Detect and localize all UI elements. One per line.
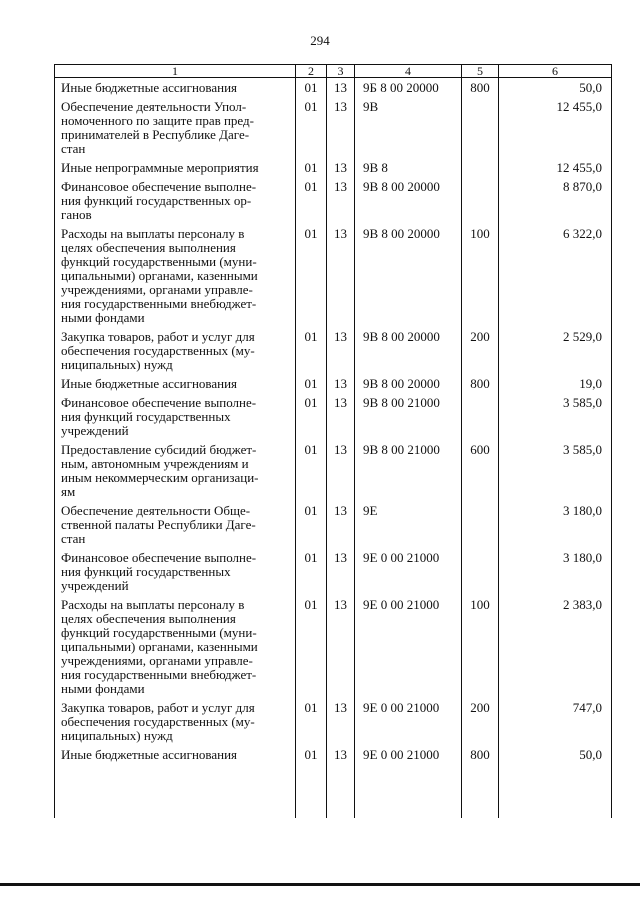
- row-target-code: 9Е 0 00 21000: [355, 696, 462, 743]
- table-row: [55, 222, 612, 325]
- row-subsection: 13: [327, 438, 355, 499]
- row-section: 01: [296, 95, 327, 156]
- empty-cell: [327, 762, 355, 818]
- row-name: Иные бюджетные ассигнования: [55, 372, 296, 391]
- row-subsection: 13: [327, 696, 355, 743]
- column-header-name: 1: [55, 65, 296, 78]
- column-header-amount: 6: [499, 65, 612, 78]
- row-name: Обеспечение деятельности Упол- номоченного по защите прав пред- принимателей в Республике Даге- стан: [55, 95, 296, 156]
- page-number: 294: [310, 33, 330, 48]
- row-subsection: 13: [327, 78, 355, 96]
- row-subsection: 13: [327, 95, 355, 156]
- empty-cell: [355, 762, 462, 818]
- column-header-section: 2: [296, 65, 327, 78]
- table-row: [55, 438, 612, 499]
- row-subsection: 13: [327, 156, 355, 175]
- row-subsection: 13: [327, 743, 355, 762]
- row-expense-type: 800: [462, 743, 499, 762]
- row-target-code: 9В 8 00 20000: [355, 325, 462, 372]
- row-amount: 19,0: [499, 372, 612, 391]
- empty-cell: [499, 762, 612, 818]
- row-section: 01: [296, 499, 327, 546]
- row-amount: 2 529,0: [499, 325, 612, 372]
- row-section: 01: [296, 743, 327, 762]
- table-body: [55, 78, 612, 819]
- row-expense-type: [462, 546, 499, 593]
- row-amount: 2 383,0: [499, 593, 612, 696]
- row-name: Закупка товаров, работ и услуг для обеспечения государственных (му- ниципальных) нужд: [55, 696, 296, 743]
- row-amount: 12 455,0: [499, 95, 612, 156]
- row-expense-type: 100: [462, 593, 499, 696]
- row-name: Закупка товаров, работ и услуг для обеспечения государственных (му- ниципальных) нужд: [55, 325, 296, 372]
- row-target-code: 9В 8: [355, 156, 462, 175]
- row-amount: 12 455,0: [499, 156, 612, 175]
- row-target-code: 9Е 0 00 21000: [355, 546, 462, 593]
- row-expense-type: 800: [462, 372, 499, 391]
- table-row: [55, 78, 612, 96]
- table-row: [55, 499, 612, 546]
- row-name: Иные бюджетные ассигнования: [55, 743, 296, 762]
- row-amount: 3 585,0: [499, 391, 612, 438]
- row-section: 01: [296, 372, 327, 391]
- row-target-code: 9Е 0 00 21000: [355, 593, 462, 696]
- row-amount: 3 585,0: [499, 438, 612, 499]
- row-section: 01: [296, 593, 327, 696]
- row-expense-type: 100: [462, 222, 499, 325]
- row-subsection: 13: [327, 546, 355, 593]
- table-header-row: [55, 65, 612, 78]
- row-section: 01: [296, 156, 327, 175]
- table-row: [55, 372, 612, 391]
- row-subsection: 13: [327, 499, 355, 546]
- row-target-code: 9В: [355, 95, 462, 156]
- table-row: [55, 593, 612, 696]
- row-target-code: 9Е: [355, 499, 462, 546]
- table-row: [55, 156, 612, 175]
- column-header-expense-type: 5: [462, 65, 499, 78]
- row-section: 01: [296, 546, 327, 593]
- row-expense-type: [462, 391, 499, 438]
- row-target-code: 9Б 8 00 20000: [355, 78, 462, 96]
- row-target-code: 9В 8 00 20000: [355, 175, 462, 222]
- row-name: Обеспечение деятельности Обще- ственной палаты Республики Даге- стан: [55, 499, 296, 546]
- row-subsection: 13: [327, 593, 355, 696]
- row-section: 01: [296, 696, 327, 743]
- row-target-code: 9В 8 00 20000: [355, 372, 462, 391]
- row-target-code: 9В 8 00 21000: [355, 438, 462, 499]
- row-name: Финансовое обеспечение выполне- ния функций государственных ор- ганов: [55, 175, 296, 222]
- row-amount: 6 322,0: [499, 222, 612, 325]
- row-subsection: 13: [327, 175, 355, 222]
- table-row: [55, 743, 612, 762]
- row-amount: 50,0: [499, 78, 612, 96]
- table-row: [55, 546, 612, 593]
- row-section: 01: [296, 78, 327, 96]
- row-target-code: 9В 8 00 20000: [355, 222, 462, 325]
- column-header-subsection: 3: [327, 65, 355, 78]
- budget-table: [54, 64, 612, 818]
- row-target-code: 9В 8 00 21000: [355, 391, 462, 438]
- row-amount: 8 870,0: [499, 175, 612, 222]
- row-name: Расходы на выплаты персоналу в целях обеспечения выполнения функций государственными (муни- ципальными) органами, казенными учреждениями, органами управле- ния государственными внебюджет- ными фондами: [55, 593, 296, 696]
- row-expense-type: [462, 156, 499, 175]
- row-section: 01: [296, 222, 327, 325]
- row-section: 01: [296, 325, 327, 372]
- row-expense-type: 200: [462, 325, 499, 372]
- row-section: 01: [296, 438, 327, 499]
- row-section: 01: [296, 175, 327, 222]
- table-row: [55, 391, 612, 438]
- row-subsection: 13: [327, 325, 355, 372]
- empty-cell: [296, 762, 327, 818]
- row-expense-type: 600: [462, 438, 499, 499]
- row-subsection: 13: [327, 372, 355, 391]
- empty-cell: [55, 762, 296, 818]
- row-amount: 50,0: [499, 743, 612, 762]
- row-name: Иные непрограммные мероприятия: [55, 156, 296, 175]
- row-expense-type: 800: [462, 78, 499, 96]
- row-section: 01: [296, 391, 327, 438]
- row-amount: 747,0: [499, 696, 612, 743]
- table-spacer-row: [55, 762, 612, 818]
- row-name: Финансовое обеспечение выполне- ния функций государственных учреждений: [55, 546, 296, 593]
- row-name: Предоставление субсидий бюджет- ным, автономным учреждениям и иным некоммерческим организаци- ям: [55, 438, 296, 499]
- row-expense-type: [462, 175, 499, 222]
- row-expense-type: [462, 95, 499, 156]
- row-name: Расходы на выплаты персоналу в целях обеспечения выполнения функций государственными (муни- ципальными) органами, казенными учреждениями, органами управле- ния государственными внебюджет- ными фондами: [55, 222, 296, 325]
- column-header-target: 4: [355, 65, 462, 78]
- table-row: [55, 175, 612, 222]
- row-target-code: 9Е 0 00 21000: [355, 743, 462, 762]
- row-amount: 3 180,0: [499, 499, 612, 546]
- table-row: [55, 95, 612, 156]
- row-name: Иные бюджетные ассигнования: [55, 78, 296, 96]
- bottom-rule: [0, 883, 640, 886]
- row-expense-type: 200: [462, 696, 499, 743]
- row-subsection: 13: [327, 391, 355, 438]
- row-name: Финансовое обеспечение выполне- ния функций государственных учреждений: [55, 391, 296, 438]
- table-row: [55, 696, 612, 743]
- table-row: [55, 325, 612, 372]
- row-expense-type: [462, 499, 499, 546]
- row-subsection: 13: [327, 222, 355, 325]
- empty-cell: [462, 762, 499, 818]
- row-amount: 3 180,0: [499, 546, 612, 593]
